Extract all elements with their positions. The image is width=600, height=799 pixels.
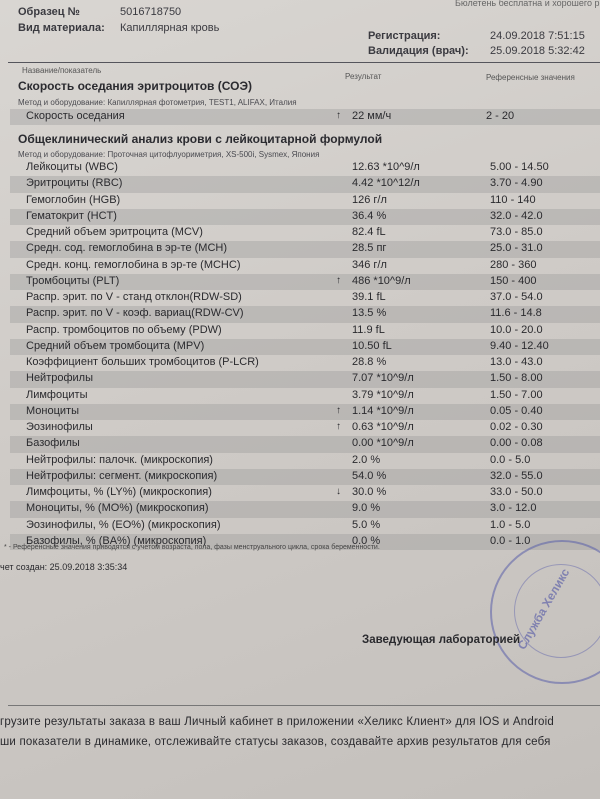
cbc-results-table — [10, 160, 600, 550]
row-reference: 32.0 - 55.0 — [490, 469, 543, 482]
column-reference-header: Референсные значения — [486, 73, 575, 82]
table-row — [10, 290, 600, 306]
row-name: Базофилы — [26, 437, 80, 450]
row-result: 7.07 *10^9/л — [352, 372, 414, 385]
row-result: 0.00 *10^9/л — [352, 437, 414, 450]
row-name: Тромбоциты (PLT) — [26, 274, 120, 287]
row-name: Моноциты, % (MO%) (микроскопия) — [26, 502, 209, 515]
table-row — [10, 225, 600, 241]
table-row — [10, 371, 600, 387]
row-name: Базофилы, % (BA%) (микроскопия) — [26, 534, 207, 547]
row-reference: 0.05 - 0.40 — [490, 404, 543, 417]
row-name: Нейтрофилы — [26, 372, 93, 385]
row-name: Гемоглобин (HGB) — [26, 193, 121, 206]
row-result: 28.8 % — [352, 356, 387, 368]
row-result: 4.42 *10^12/л — [352, 177, 420, 190]
registration-value: 24.09.2018 7:51:15 — [490, 30, 585, 42]
esr-row-result: 22 мм/ч — [352, 110, 392, 122]
row-reference: 5.00 - 14.50 — [490, 161, 549, 173]
validation-label: Валидация (врач): — [368, 45, 469, 57]
row-result: 1.14 *10^9/л — [352, 404, 414, 417]
report-created: чет создан: 25.09.2018 3:35:34 — [0, 562, 128, 572]
table-row — [10, 404, 600, 420]
row-result: 346 г/л — [352, 258, 387, 271]
table-row — [10, 306, 600, 322]
row-name: Коэффициент больших тромбоцитов (P-LCR) — [26, 356, 259, 368]
row-result: 13.5 % — [352, 307, 387, 320]
material-label: Вид материала: — [18, 22, 105, 34]
row-flag-icon: ↑ — [336, 421, 341, 432]
row-result: 30.0 % — [352, 486, 387, 498]
table-row — [10, 274, 600, 290]
table-row — [10, 485, 600, 501]
row-reference: 32.0 - 42.0 — [490, 209, 543, 222]
esr-section-title: Скорость оседания эритроцитов (СОЭ) — [18, 79, 252, 93]
row-reference: 10.0 - 20.0 — [490, 323, 543, 336]
row-reference: 37.0 - 54.0 — [490, 291, 543, 303]
row-reference: 280 - 360 — [490, 258, 537, 271]
row-result: 82.4 fL — [352, 226, 386, 238]
row-result: 486 *10^9/л — [352, 274, 411, 287]
row-reference: 1.50 - 7.00 — [490, 388, 543, 401]
table-row — [10, 388, 600, 404]
row-reference: 73.0 - 85.0 — [490, 226, 543, 238]
stamp-text: Служба Хеликс — [514, 566, 573, 652]
table-row — [10, 501, 600, 517]
row-result: 126 г/л — [352, 193, 387, 206]
footnote: * - Референсные значения приводятся с учетом возраста, пола, фазы менструального цикла, срока беременности. — [4, 544, 380, 551]
row-result: 9.0 % — [352, 502, 381, 515]
column-name-header: Название/показатель — [22, 66, 102, 75]
promo-line-1: грузите результаты заказа в ваш Личный кабинет в приложении «Хеликс Клиент» для IOS и Android — [0, 716, 554, 728]
table-row — [10, 160, 600, 176]
row-reference: 0.0 - 1.0 — [490, 534, 531, 547]
row-name: Распр. эрит. по V - станд отклон(RDW-SD) — [26, 291, 242, 303]
promo-line-2: ши показатели в динамике, отслеживайте статусы заказов, создавайте архив результатов для себя — [0, 736, 551, 748]
material-value: Капиллярная кровь — [120, 22, 220, 34]
esr-row-reference: 2 - 20 — [486, 110, 515, 122]
row-name: Распр. тромбоцитов по объему (PDW) — [26, 323, 222, 336]
table-row — [10, 176, 600, 192]
row-result: 0.63 *10^9/л — [352, 421, 414, 433]
table-row — [10, 258, 600, 274]
table-row — [10, 436, 600, 452]
top-cut-note: Бюлетень бесплатна и хорошего р — [455, 0, 600, 8]
row-reference: 11.6 - 14.8 — [490, 307, 542, 320]
row-result: 2.0 % — [352, 453, 381, 466]
row-result: 5.0 % — [352, 518, 381, 531]
bottom-divider — [8, 705, 600, 706]
lab-head-label: Заведующая лабораторией — [362, 634, 521, 646]
cbc-section-title: Общеклинический анализ крови с лейкоцитарной формулой — [18, 132, 383, 146]
row-reference: 0.0 - 5.0 — [490, 453, 531, 466]
row-result: 12.63 *10^9/л — [352, 161, 420, 173]
row-reference: 13.0 - 43.0 — [490, 356, 543, 368]
table-row — [10, 339, 600, 355]
row-reference: 9.40 - 12.40 — [490, 339, 549, 352]
esr-row-arrow: ↑ — [336, 110, 341, 121]
row-name: Средний объем тромбоцита (MPV) — [26, 339, 205, 352]
row-name: Эозинофилы, % (EO%) (микроскопия) — [26, 518, 221, 531]
row-reference: 110 - 140 — [490, 193, 536, 206]
row-name: Средний объем эритроцита (MCV) — [26, 226, 203, 238]
row-name: Нейтрофилы: сегмент. (микроскопия) — [26, 469, 218, 482]
sample-label: Образец № — [18, 6, 80, 18]
row-result: 36.4 % — [352, 209, 387, 222]
sample-value: 5016718750 — [120, 6, 182, 18]
table-row — [10, 193, 600, 209]
row-name: Средн. сод. гемоглобина в эр-те (MCH) — [26, 242, 228, 255]
row-name: Средн. конц. гемоглобина в эр-те (MCHC) — [26, 258, 241, 271]
row-result: 3.79 *10^9/л — [352, 388, 414, 401]
table-row — [10, 355, 600, 371]
column-result-header: Результат — [345, 72, 382, 81]
header-divider — [8, 62, 600, 63]
row-result: 11.9 fL — [352, 323, 385, 336]
row-flag-icon: ↑ — [336, 274, 341, 286]
registration-label: Регистрация: — [368, 30, 441, 42]
row-name: Моноциты — [26, 404, 79, 417]
row-reference: 1.0 - 5.0 — [490, 518, 531, 531]
esr-row — [10, 109, 600, 125]
row-name: Эозинофилы — [26, 421, 93, 433]
row-name: Лимфоциты, % (LY%) (микроскопия) — [26, 486, 212, 498]
esr-row-name: Скорость оседания — [26, 110, 125, 122]
row-reference: 33.0 - 50.0 — [490, 486, 543, 498]
row-name: Гематокрит (HCT) — [26, 209, 117, 222]
row-result: 28.5 пг — [352, 242, 387, 255]
row-result: 54.0 % — [352, 469, 387, 482]
table-row — [10, 453, 600, 469]
validation-value: 25.09.2018 5:32:42 — [490, 45, 585, 57]
table-row — [10, 241, 600, 257]
esr-method: Метод и оборудование: Капиллярная фотометрия, TEST1, ALIFAX, Италия — [18, 98, 297, 107]
row-name: Нейтрофилы: палочк. (микроскопия) — [26, 453, 213, 466]
cbc-method: Метод и оборудование: Проточная цитофлуориметрия, XS-500i, Sysmex, Япония — [18, 150, 320, 159]
row-reference: 150 - 400 — [490, 274, 537, 287]
table-row — [10, 420, 600, 436]
row-result: 10.50 fL — [352, 339, 392, 352]
row-result: 0.0 % — [352, 534, 381, 547]
table-row — [10, 323, 600, 339]
row-reference: 3.0 - 12.0 — [490, 502, 537, 515]
row-reference: 1.50 - 8.00 — [490, 372, 543, 385]
table-row — [10, 209, 600, 225]
table-row — [10, 469, 600, 485]
row-flag-icon: ↑ — [336, 404, 341, 416]
row-result: 39.1 fL — [352, 291, 386, 303]
table-row — [10, 518, 600, 534]
row-reference: 0.00 - 0.08 — [490, 437, 543, 450]
row-name: Лимфоциты — [26, 388, 88, 401]
row-name: Эритроциты (RBC) — [26, 177, 123, 190]
row-reference: 3.70 - 4.90 — [490, 177, 543, 190]
row-reference: 25.0 - 31.0 — [490, 242, 543, 255]
row-reference: 0.02 - 0.30 — [490, 421, 543, 433]
row-flag-icon: ↓ — [336, 486, 341, 497]
laboratory-stamp — [490, 540, 600, 684]
row-name: Лейкоциты (WBC) — [26, 161, 118, 173]
row-name: Распр. эрит. по V - коэф. вариац(RDW-CV) — [26, 307, 244, 320]
